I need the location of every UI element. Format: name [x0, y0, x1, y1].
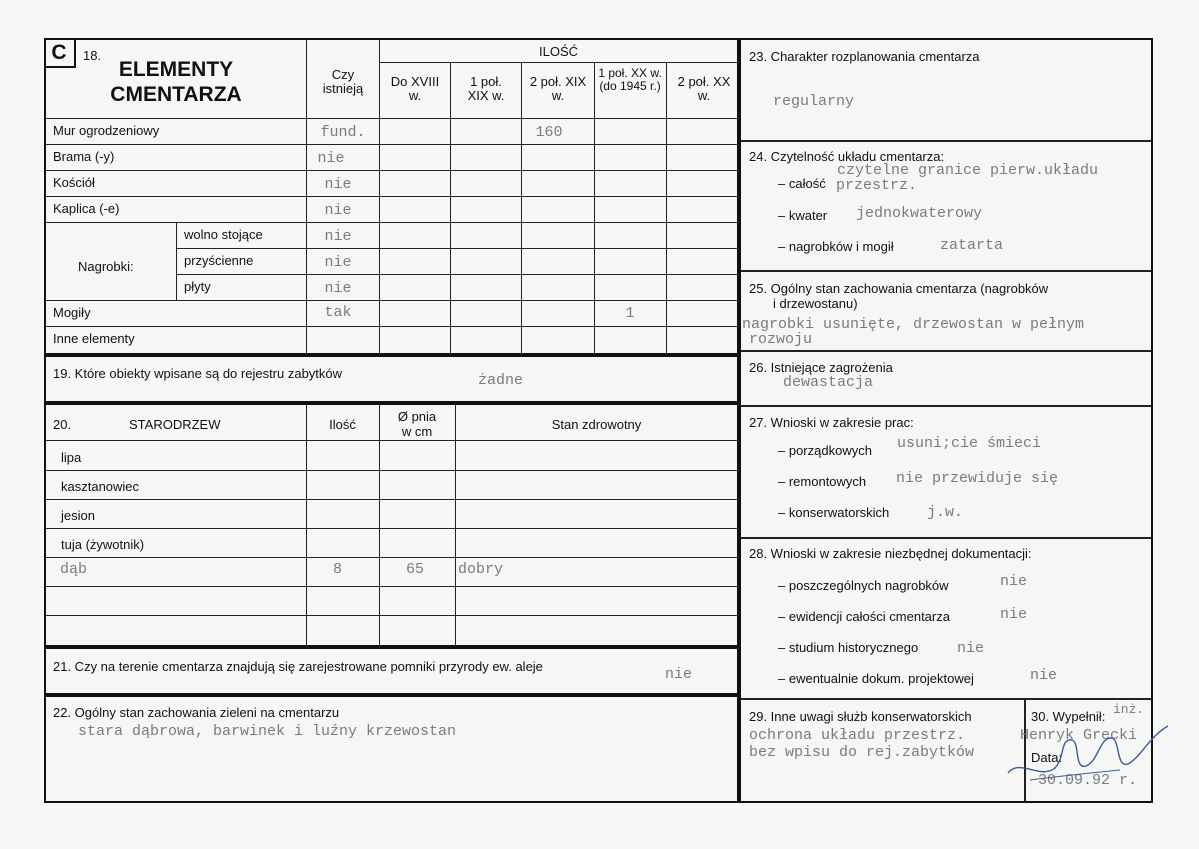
row-label: Kościół [53, 175, 95, 190]
row-line [46, 144, 738, 145]
q25-label-line2: i drzewostanu) [773, 296, 858, 311]
q29-answer-line1: ochrona układu przestrz. [749, 727, 966, 744]
q25-answer-line1: nagrobki usunięte, drzewostan w pełnym [742, 316, 1085, 333]
row-label: płyty [184, 279, 211, 294]
tree-name: kasztanowiec [61, 479, 140, 494]
q28-item-label: – studium historycznego [778, 640, 919, 655]
tree-name: jesion [61, 508, 95, 523]
q25-answer-line2: rozwoju [749, 331, 813, 348]
col-line [594, 62, 595, 353]
tree-qty: 8 [332, 561, 342, 578]
row-line [46, 440, 738, 441]
q28-label: 28. Wnioski w zakresie niezbędnej dokumentacji: [749, 546, 1032, 561]
tree-name: dąb [60, 561, 88, 578]
q27-item-label: – porządkowych [778, 443, 872, 458]
table1-header-bottom [46, 118, 738, 119]
row-line [176, 248, 738, 249]
row-label: Kaplica (-e) [53, 201, 120, 216]
q27-item-label: – konserwatorskich [778, 505, 890, 520]
q29-label: 29. Inne uwagi służb konserwatorskich [749, 709, 972, 724]
table20-number: 20. [53, 417, 72, 432]
exists-value: nie [324, 228, 352, 245]
col-line [666, 62, 667, 353]
nagrobki-label: Nagrobki: [78, 259, 134, 274]
q28-item-label: – ewidencji całości cmentarza [778, 609, 950, 624]
row-line [46, 586, 738, 587]
col-line [450, 62, 451, 353]
section-title-line2: CMENTARZA [110, 83, 242, 106]
row-label: Inne elementy [53, 331, 135, 346]
col-ilosc-header: ILOŚĆ [538, 44, 578, 59]
tree-health: dobry [458, 561, 504, 578]
col-diam-header-2: w cm [401, 424, 433, 439]
signature-scribble [1000, 718, 1175, 788]
row-label: przyścienne [184, 253, 254, 268]
exists-value: nie [324, 280, 352, 297]
col-line [306, 405, 307, 645]
exists-value: nie [317, 150, 345, 167]
row-line [46, 326, 738, 327]
q28-answer: nie [957, 640, 985, 657]
q24-label: 24. Czytelność układu cmentarza: [749, 149, 945, 164]
period-header-1: Do XVIII w. [390, 74, 440, 103]
q30-date-label: Data: [1031, 750, 1063, 765]
q21-answer: nie [665, 666, 693, 683]
q28-item-label: – poszczególnych nagrobków [778, 578, 949, 593]
q19-answer: żadne [478, 372, 524, 389]
section-line [741, 350, 1151, 352]
row-label: Brama (-y) [53, 149, 115, 164]
q22-label: 22. Ogólny stan zachowania zieleni na cmentarzu [53, 705, 340, 720]
row-label: Mogiły [53, 305, 91, 320]
exists-value: fund. [320, 124, 366, 141]
q30-name: Henryk Grecki [1020, 727, 1138, 744]
q27-answer: usuni;cie śmieci [897, 435, 1042, 452]
col-line [455, 405, 456, 645]
row-line [176, 274, 738, 275]
q27-item-label: – remontowych [778, 474, 867, 489]
row-line [46, 557, 738, 558]
col-diam-header-1: Ø pnia [397, 409, 437, 424]
exists-value: nie [324, 176, 352, 193]
q24-item-label: – kwater [778, 208, 828, 223]
q29-answer-line2: bez wpisu do rej.zabytków [749, 744, 975, 761]
col-health-header: Stan zdrowotny [551, 417, 642, 432]
q24-answer: zatarta [940, 237, 1004, 254]
q24-item-label: – całość [778, 176, 826, 191]
row-line [46, 499, 738, 500]
nagrobki-divider [176, 222, 177, 300]
table20-title: STARODRZEW [129, 417, 221, 432]
col-line [379, 405, 380, 645]
q24-answer: przestrz. [836, 177, 918, 194]
period-header-3: 2 poł. XIX w. [529, 74, 587, 103]
row-label: Mur ogrodzeniowy [53, 123, 160, 138]
q28-answer: nie [1030, 667, 1058, 684]
q22-answer: stara dąbrowa, barwinek i luźny krzewostan [78, 723, 457, 740]
q21-label: 21. Czy na terenie cmentarza znajdują się zarejestrowane pomniki przyrody ew. aleje [53, 659, 543, 674]
q27-answer: j.w. [927, 504, 964, 521]
quantity-value: 160 [535, 124, 563, 141]
q24-answer: jednokwaterowy [856, 205, 983, 222]
period-header-4: 1 poł. XX w. (do 1945 r.) [598, 66, 662, 93]
section-line [741, 537, 1151, 539]
section-line [741, 140, 1151, 142]
period-header-2: 1 poł. XIX w. [467, 74, 505, 103]
q26-answer: dewastacja [783, 374, 874, 391]
section-line [741, 270, 1151, 272]
tree-name: tuja (żywotnik) [61, 537, 145, 552]
q28-item-label: – ewentualnie dokum. projektowej [778, 671, 974, 686]
ilosc-underline [379, 62, 738, 63]
q30-label: 30. Wypełnił: [1031, 709, 1106, 724]
col-line [521, 62, 522, 353]
q19-label: 19. Które obiekty wpisane są do rejestru zabytków [53, 366, 343, 381]
q24-item-label: – nagrobków i mogił [778, 239, 894, 254]
section-letter: C [51, 41, 67, 64]
period-header-5: 2 poł. XX w. [677, 74, 731, 103]
q27-label: 27. Wnioski w zakresie prac: [749, 415, 914, 430]
q23-answer: regularny [773, 93, 855, 110]
section-line [741, 698, 1151, 700]
q26-label: 26. Istniejące zagrożenia [749, 360, 893, 375]
row-line [46, 470, 738, 471]
exists-value: nie [324, 254, 352, 271]
row-label: wolno stojące [184, 227, 263, 242]
q28-answer: nie [1000, 606, 1028, 623]
q24-answer: czytelne granice pierw.układu [837, 162, 1099, 179]
q23-label: 23. Charakter rozplanowania cmentarza [749, 49, 980, 64]
section-line [741, 405, 1151, 407]
section-title-line1: ELEMENTY [118, 58, 234, 81]
q25-label-line1: 25. Ogólny stan zachowania cmentarza (nagrobków [749, 281, 1049, 296]
tree-diam: 65 [405, 561, 424, 578]
exists-value: nie [324, 202, 352, 219]
row-line [46, 615, 738, 616]
q28-answer: nie [1000, 573, 1028, 590]
col-exists-header: Czy istnieją [322, 67, 364, 96]
section-number: 18. [83, 48, 102, 63]
col-qty-header: Ilość [329, 417, 356, 432]
row-line [46, 196, 738, 197]
row-line [46, 170, 738, 171]
tree-name: lipa [61, 450, 82, 465]
q30-date: 30.09.92 r. [1038, 772, 1138, 789]
exists-value: tak [324, 304, 352, 321]
q30-title: inż. [1113, 702, 1145, 717]
q27-answer: nie przewiduje się [896, 470, 1059, 487]
quantity-value: 1 [625, 305, 635, 322]
row-line [46, 300, 738, 301]
row-line [46, 222, 738, 223]
row-line [46, 528, 738, 529]
